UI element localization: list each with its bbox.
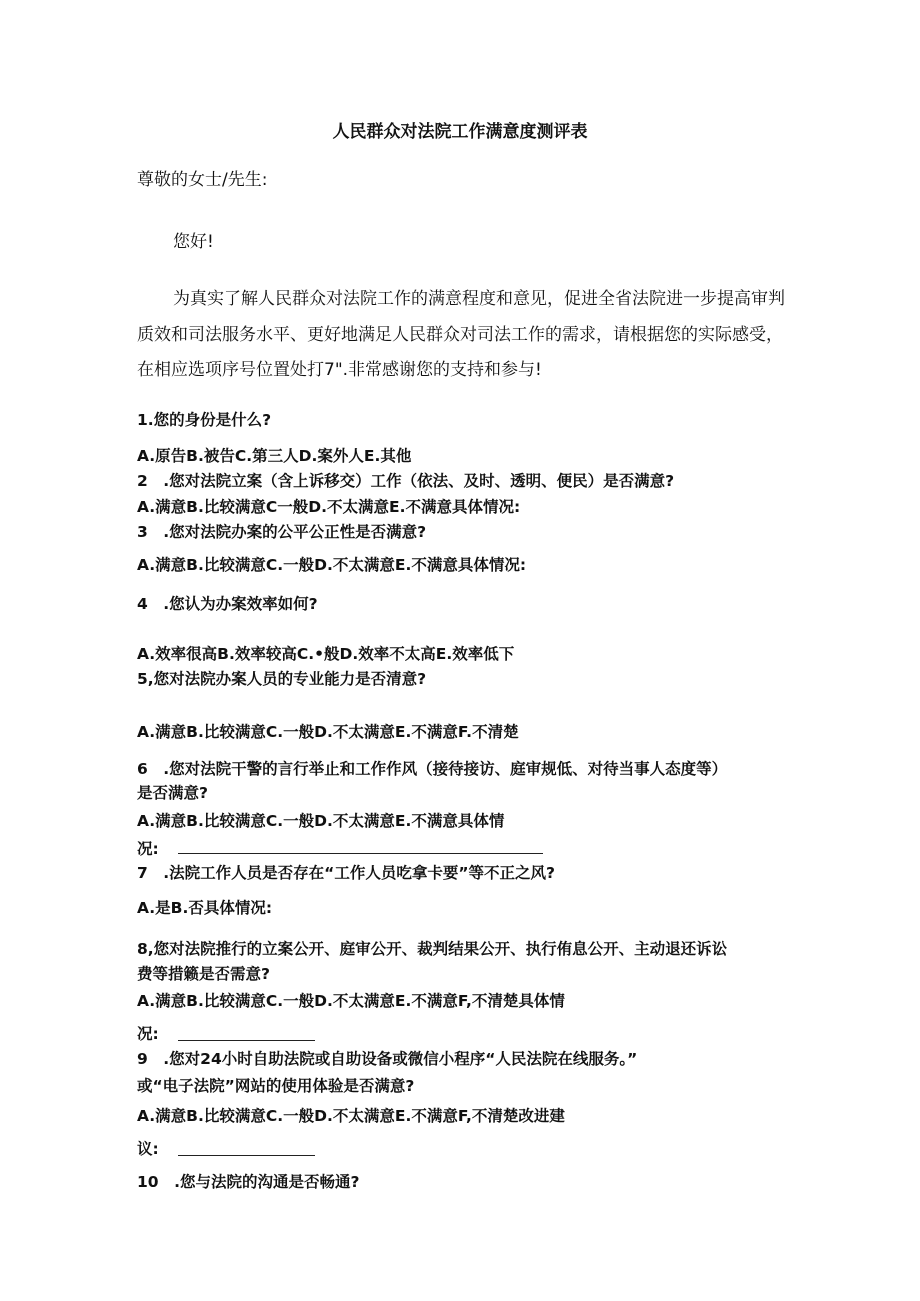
question-8-line-2: 费等措籁是否需意? [137, 965, 270, 983]
question-8-options: A.满意B.比较满意C.一般D.不太满意E.不满意F,不清楚具体情 [137, 992, 565, 1010]
salutation: 尊敬的女士/先生: [137, 170, 268, 190]
intro-line-1: 为真实了解人民群众对法院工作的满意程度和意见，促进全省法院进一步提高审判 [173, 289, 785, 309]
question-9-options: A.满意B.比较满意C.一般D.不太满意E.不满意F,不清楚改进建 [137, 1107, 565, 1125]
page-title: 人民群众对法院工作满意度测评表 [332, 122, 588, 142]
question-8-tail: 况: [137, 1025, 159, 1043]
question-6-blank[interactable] [178, 853, 543, 854]
question-8-blank[interactable] [178, 1040, 315, 1041]
intro-line-2: 质效和司法服务水平、更好地满足人民群众对司法工作的需求，请根据您的实际感受， [137, 325, 783, 345]
question-7-options: A.是B.否具体情况: [137, 899, 273, 917]
question-1: 1.您的身份是什么? [137, 411, 272, 429]
question-1-options: A.原告B.被告C.第三人D.案外人E.其他 [137, 447, 412, 465]
question-6-tail: 况: [137, 840, 159, 858]
intro-line-3: 在相应选项序号位置处打7".非常感谢您的支持和参与! [137, 360, 542, 380]
question-9-blank[interactable] [178, 1155, 315, 1156]
question-6-line-2: 是否满意? [137, 784, 208, 802]
question-4: 4 .您认为办案效率如何? [137, 595, 318, 613]
question-6: 6 .您对法院干警的言行举止和工作作风（接待接访、庭审规低、对待当事人态度等） [137, 760, 728, 778]
question-5-options: A.满意B.比较满意C.一般D.不太满意E.不满意F.不清楚 [137, 723, 519, 741]
question-2-options: A.满意B.比较满意C一般D.不太满意E.不满意具体情况: [137, 498, 521, 516]
question-2: 2 .您对法院立案（含上诉移交）工作（依法、及时、透明、便民）是否满意? [137, 472, 675, 490]
question-3: 3 .您对法院办案的公平公正性是否满意? [137, 523, 427, 541]
question-6-options: A.满意B.比较满意C.一般D.不太满意E.不满意具体情 [137, 812, 505, 830]
question-10: 10 .您与法院的沟通是否畅通? [137, 1173, 360, 1191]
question-4-options: A.效率很高B.效率较高C.•般D.效率不太高E.效率低下 [137, 645, 515, 663]
greeting: 您好! [173, 232, 214, 252]
question-7: 7 .法院工作人员是否存在“工作人员吃拿卡要”等不正之风? [137, 864, 556, 882]
question-3-options: A.满意B.比较满意C.一般D.不太满意E.不满意具体情况: [137, 556, 527, 574]
question-8: 8,您对法院推行的立案公开、庭审公开、裁判结果公开、执行侑息公开、主动退还诉讼 [137, 940, 728, 958]
question-5: 5,您对法院办案人员的专业能力是否清意? [137, 670, 427, 688]
question-9-line-2: 或“电子法院”网站的使用体验是否满意? [137, 1077, 415, 1095]
question-9-tail: 议: [137, 1140, 159, 1158]
question-9: 9 .您对24小时自助法院或自助设备或微信小程序“人民法院在线服务。” [137, 1050, 638, 1068]
